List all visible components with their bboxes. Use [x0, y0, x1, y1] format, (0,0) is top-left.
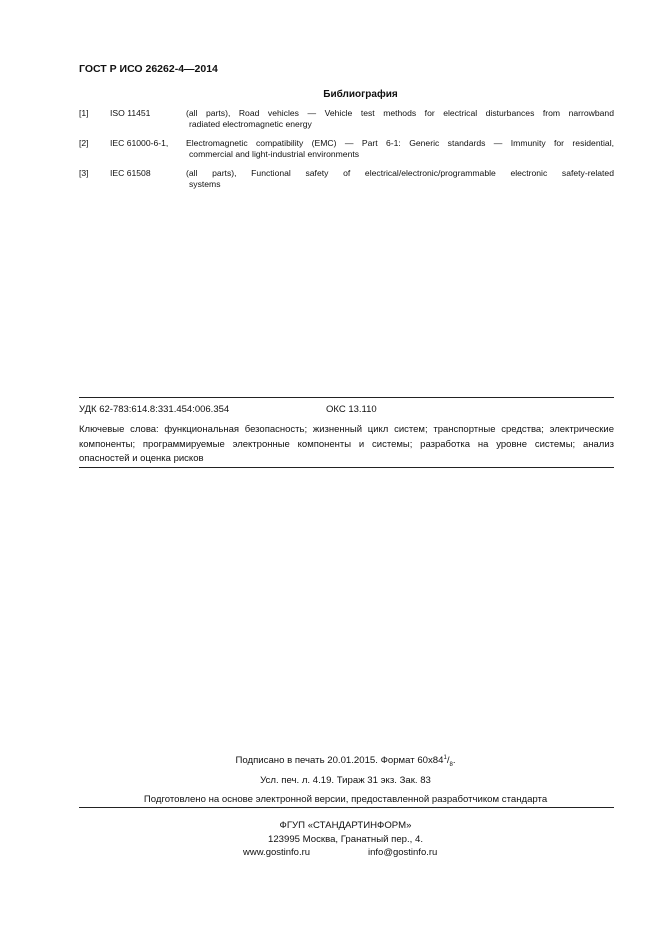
- document-code: ГОСТ Р ИСО 26262-4—2014: [79, 63, 218, 75]
- signed-info: [0, 755, 661, 768]
- bibliography-item-number: [1]: [79, 108, 89, 118]
- bibliography-item-number: [3]: [79, 168, 89, 178]
- prepared-note: Подготовлено на основе электронной версии, предоставленной разработчиком стандарта: [143, 794, 548, 805]
- section-divider-bottom: [79, 467, 614, 468]
- bibliography-item-line2: systems: [189, 178, 221, 189]
- email-link[interactable]: info@gostinfo.ru: [368, 847, 438, 858]
- bibliography-item-line1: (all parts), Functional safety of electrical/electronic/programmable electronic safety-related: [186, 168, 614, 178]
- format-end: .: [452, 755, 456, 767]
- signed-text: Подписано в печать 20.01.2015. Формат 60x84: [235, 755, 444, 767]
- publisher-name: ФГУП «СТАНДАРТИНФОРМ»: [279, 820, 412, 831]
- bibliography-item-line1: Electromagnetic compatibility (EMC) — Part 6-1: Generic standards — Immunity for residential,: [186, 138, 614, 148]
- bibliography-item-code: IEC 61000-6-1,: [110, 138, 169, 148]
- bibliography-item-text: [186, 108, 614, 129]
- bibliography-item-line1: (all parts), Road vehicles — Vehicle test methods for electrical disturbances from narrowband: [186, 108, 614, 118]
- publisher-address: 123995 Москва, Гранатный пер., 4.: [268, 834, 423, 845]
- bibliography-item-line2: radiated electromagnetic energy: [189, 118, 312, 129]
- bibliography-item-text: [186, 168, 614, 189]
- print-info: Усл. печ. л. 4.19. Тираж 31 экз. Зак. 83: [260, 775, 431, 786]
- okc-code: ОКС 13.110: [326, 404, 377, 415]
- format-superscript: 1: [443, 755, 447, 761]
- website-link[interactable]: www.gostinfo.ru: [243, 847, 311, 858]
- format-subscript: 8: [449, 762, 453, 769]
- udk-code: УДК 62-783:614.8:331.454:006.354: [79, 404, 230, 415]
- bibliography-title: Библиография: [323, 89, 398, 100]
- bibliography-item-code: ISO 11451: [110, 108, 151, 118]
- footer-divider: [79, 807, 614, 808]
- bibliography-item-line2: commercial and light-industrial environments: [189, 148, 360, 159]
- bibliography-item-text: [186, 138, 614, 159]
- format-slash: /: [446, 755, 450, 767]
- keywords-text: Ключевые слова: функциональная безопасность; жизненный цикл систем; транспортные средства; электрические компоненты; программируемые электронные компоненты и системы; разработка на уровне системы; анализ опасностей и оценка рисков: [79, 424, 614, 464]
- bibliography-item-number: [2]: [79, 138, 89, 148]
- section-divider-top: [79, 397, 614, 398]
- bibliography-item-code: IEC 61508: [110, 168, 151, 178]
